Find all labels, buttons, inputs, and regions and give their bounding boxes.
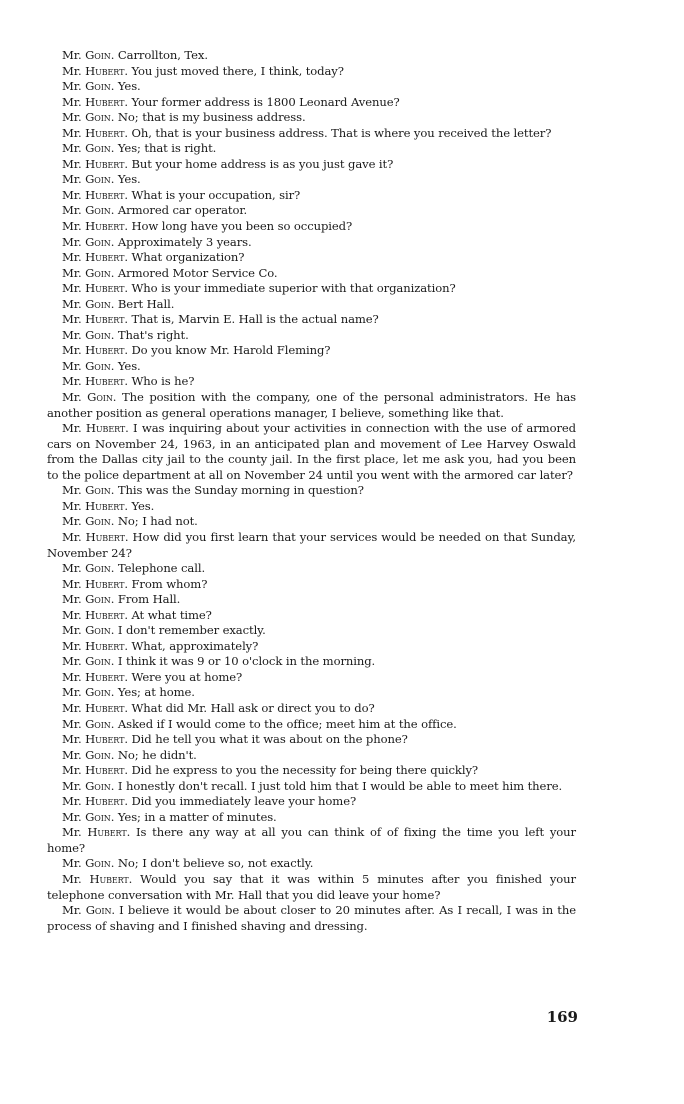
testimony-paragraph [47,359,576,375]
statement-text: Who is he? [127,374,195,389]
testimony-paragraph [47,343,576,359]
speaker-name: Hubert. [85,343,128,358]
testimony-paragraph [47,79,576,95]
statement-text: That's right. [114,327,189,342]
speaker-name: Hubert. [85,576,128,591]
speaker-title: Mr. [62,343,86,358]
speaker-name: Goin. [85,265,115,280]
testimony-paragraph [47,374,576,390]
statement-text: Armored car operator. [114,203,248,218]
testimony-paragraph [47,903,576,934]
speaker-title: Mr. [62,390,88,405]
speaker-name: Goin. [85,483,115,498]
statement-text: Your former address is 1800 Leonard Avenue? [127,94,400,109]
speaker-title: Mr. [62,48,86,62]
speaker-name: Hubert. [85,529,129,544]
statement-text: What is your occupation, sir? [127,187,301,202]
speaker-title: Mr. [62,716,86,731]
testimony-paragraph [47,748,576,764]
statement-text: Yes. [114,79,141,94]
speaker-name: Goin. [85,685,115,700]
statement-text: What did Mr. Hall ask or direct you to do? [127,700,375,715]
speaker-name: Hubert. [85,498,128,513]
speaker-title: Mr. [62,327,86,342]
testimony-paragraph [47,266,576,282]
speaker-name: Goin. [85,747,115,762]
speaker-title: Mr. [62,607,86,622]
speaker-name: Hubert. [85,94,128,109]
speaker-title: Mr. [62,219,86,234]
speaker-title: Mr. [62,514,86,529]
speaker-name: Hubert. [85,125,128,140]
statement-text: Do you know Mr. Harold Fleming? [127,343,331,358]
statement-text: No; he didn't. [114,747,197,762]
statement-text: Bert Hall. [114,296,175,311]
speaker-name: Hubert. [85,281,128,296]
testimony-paragraph [47,95,576,111]
testimony-paragraph [47,514,576,530]
statement-text: How long have you been so occupied? [127,219,353,234]
speaker-name: Hubert. [85,794,128,809]
speaker-name: Hubert. [85,669,128,684]
speaker-title: Mr. [62,79,86,94]
speaker-title: Mr. [62,281,86,296]
testimony-paragraph [47,499,576,515]
speaker-title: Mr. [62,187,86,202]
testimony-paragraph [47,592,576,608]
testimony-text [47,48,576,934]
speaker-name: Hubert. [85,763,128,778]
testimony-paragraph [47,219,576,235]
testimony-paragraph [47,297,576,313]
speaker-name: Goin. [85,903,115,918]
statement-text: Yes. [114,172,141,187]
speaker-name: Hubert. [89,871,133,886]
testimony-paragraph [47,157,576,173]
statement-text: Approximately 3 years. [114,234,252,249]
speaker-name: Goin. [85,716,115,731]
speaker-name: Hubert. [85,607,128,622]
speaker-title: Mr. [62,685,86,700]
testimony-paragraph [47,281,576,297]
statement-text: I think it was 9 or 10 o'clock in the morning. [114,654,376,669]
speaker-name: Goin. [85,141,115,156]
statement-text: What, approximately? [127,638,259,653]
speaker-title: Mr. [62,312,86,327]
testimony-paragraph [47,188,576,204]
speaker-title: Mr. [62,498,86,513]
speaker-title: Mr. [62,825,88,840]
speaker-title: Mr. [62,623,86,638]
speaker-name: Goin. [85,234,115,249]
testimony-paragraph [47,685,576,701]
speaker-title: Mr. [62,809,86,824]
statement-text: I honestly don't recall. I just told him that I would be able to meet him there. [114,778,563,793]
speaker-name: Hubert. [85,250,128,265]
speaker-title: Mr. [62,250,86,265]
testimony-paragraph [47,577,576,593]
statement-text: How did you first learn that your services would be needed on that Sunday, November 24? [47,529,576,560]
speaker-name: Goin. [85,48,115,62]
testimony-paragraph [47,670,576,686]
speaker-name: Hubert. [85,312,128,327]
speaker-name: Goin. [85,592,115,607]
speaker-title: Mr. [62,529,86,544]
speaker-title: Mr. [62,669,86,684]
statement-text: Would you say that it was within 5 minutes after you finished your telephone conversation with Mr. Hall that you did leave your home? [47,871,576,902]
speaker-name: Goin. [85,110,115,125]
testimony-paragraph [47,732,576,748]
statement-text: Did he tell you what it was about on the phone? [127,732,408,747]
speaker-name: Goin. [85,358,115,373]
statement-text: That is, Marvin E. Hall is the actual name? [127,312,379,327]
testimony-paragraph [47,825,576,856]
speaker-title: Mr. [62,234,86,249]
speaker-title: Mr. [62,638,86,653]
speaker-title: Mr. [62,156,86,171]
statement-text: You just moved there, I think, today? [127,63,344,78]
testimony-paragraph [47,483,576,499]
statement-text: Is there any way at all you can think of of fixing the time you left your home? [47,825,576,855]
speaker-name: Hubert. [87,825,131,840]
statement-text: No; I don't believe so, not exactly. [114,856,314,871]
speaker-name: Hubert. [85,156,128,171]
speaker-name: Goin. [85,809,115,824]
statement-text: Did he express to you the necessity for being there quickly? [127,763,479,778]
testimony-paragraph [47,561,576,577]
statement-text: From Hall. [114,592,181,607]
speaker-title: Mr. [62,203,86,218]
page-number: 169 [546,1008,578,1026]
testimony-paragraph [47,763,576,779]
speaker-name: Hubert. [85,421,129,436]
testimony-paragraph [47,701,576,717]
speaker-name: Goin. [85,778,115,793]
speaker-title: Mr. [62,483,86,498]
speaker-title: Mr. [62,141,86,156]
statement-text: From whom? [127,576,208,591]
statement-text: Yes. [127,498,155,513]
speaker-title: Mr. [62,125,86,140]
speaker-name: Hubert. [85,219,128,234]
speaker-name: Hubert. [85,700,128,715]
testimony-paragraph [47,810,576,826]
statement-text: Yes; that is right. [114,141,217,156]
testimony-paragraph [47,141,576,157]
testimony-paragraph [47,856,576,872]
speaker-title: Mr. [62,265,86,280]
statement-text: What organization? [127,250,245,265]
speaker-title: Mr. [62,903,86,918]
speaker-title: Mr. [62,856,86,871]
statement-text: I believe it would be about closer to 20 minutes after. As I recall, I was in the process of shaving and I finished shaving and dressing. [47,903,576,933]
statement-text: Were you at home? [127,669,243,684]
speaker-title: Mr. [62,763,86,778]
testimony-paragraph [47,623,576,639]
speaker-title: Mr. [62,794,86,809]
testimony-paragraph [47,872,576,903]
speaker-name: Goin. [85,623,115,638]
testimony-paragraph [47,126,576,142]
speaker-title: Mr. [62,592,86,607]
statement-text: Who is your immediate superior with that organization? [127,281,456,296]
statement-text: No; I had not. [114,514,198,529]
testimony-paragraph [47,794,576,810]
statement-text: Carrollton, Tex. [114,48,208,62]
statement-text: But your home address is as you just gave it? [127,156,394,171]
speaker-title: Mr. [62,561,86,576]
statement-text: I don't remember exactly. [114,623,266,638]
testimony-paragraph [47,390,576,421]
speaker-name: Goin. [85,203,115,218]
speaker-title: Mr. [62,778,86,793]
testimony-paragraph [47,654,576,670]
testimony-paragraph [47,421,576,483]
statement-text: Did you immediately leave your home? [127,794,357,809]
speaker-name: Goin. [85,296,115,311]
speaker-title: Mr. [62,732,86,747]
testimony-paragraph [47,639,576,655]
testimony-paragraph [47,110,576,126]
speaker-name: Hubert. [85,374,128,389]
speaker-title: Mr. [62,747,86,762]
speaker-title: Mr. [62,700,86,715]
testimony-paragraph [47,608,576,624]
speaker-title: Mr. [62,94,86,109]
speaker-name: Goin. [85,327,115,342]
testimony-paragraph [47,250,576,266]
statement-text: Telephone call. [114,561,206,576]
speaker-name: Goin. [85,561,115,576]
speaker-title: Mr. [62,358,86,373]
speaker-title: Mr. [62,110,86,125]
speaker-title: Mr. [62,172,86,187]
testimony-paragraph [47,717,576,733]
speaker-title: Mr. [62,374,86,389]
testimony-paragraph [47,64,576,80]
statement-text: Yes; at home. [114,685,195,700]
speaker-name: Hubert. [85,638,128,653]
testimony-paragraph [47,779,576,795]
testimony-paragraph [47,312,576,328]
statement-text: Yes. [114,358,141,373]
speaker-name: Hubert. [85,63,128,78]
testimony-paragraph [47,203,576,219]
speaker-title: Mr. [62,421,86,436]
speaker-title: Mr. [62,871,90,886]
testimony-paragraph [47,48,576,64]
speaker-title: Mr. [62,63,86,78]
speaker-name: Goin. [85,654,115,669]
testimony-paragraph [47,172,576,188]
statement-text: Yes; in a matter of minutes. [114,809,277,824]
speaker-name: Goin. [85,514,115,529]
statement-text: At what time? [127,607,212,622]
testimony-paragraph [47,235,576,251]
speaker-title: Mr. [62,576,86,591]
statement-text: Armored Motor Service Co. [114,265,278,280]
statement-text: No; that is my business address. [114,110,306,125]
speaker-name: Goin. [85,79,115,94]
statement-text: This was the Sunday morning in question? [114,483,364,498]
speaker-name: Goin. [85,172,115,187]
speaker-name: Goin. [85,856,115,871]
speaker-name: Hubert. [85,187,128,202]
testimony-paragraph [47,328,576,344]
speaker-title: Mr. [62,654,86,669]
testimony-paragraph [47,530,576,561]
statement-text: The position with the company, one of the personal administrators. He has another position as general operations manager, I believe, something like that. [47,390,576,420]
speaker-title: Mr. [62,296,86,311]
statement-text: Oh, that is your business address. That is where you received the letter? [127,125,552,140]
speaker-name: Hubert. [85,732,128,747]
statement-text: Asked if I would come to the office; meet him at the office. [114,716,457,731]
speaker-name: Goin. [87,390,117,405]
statement-text: I was inquiring about your activities in connection with the use of armored cars on November 24, 1963, in an anticipated plan and movement of Lee Harvey Oswald from the Dallas city jail to the county jail. In the first place, let me ask you, had you been to the police department at all on November 24 until you went with the armored car later? [47,421,576,482]
